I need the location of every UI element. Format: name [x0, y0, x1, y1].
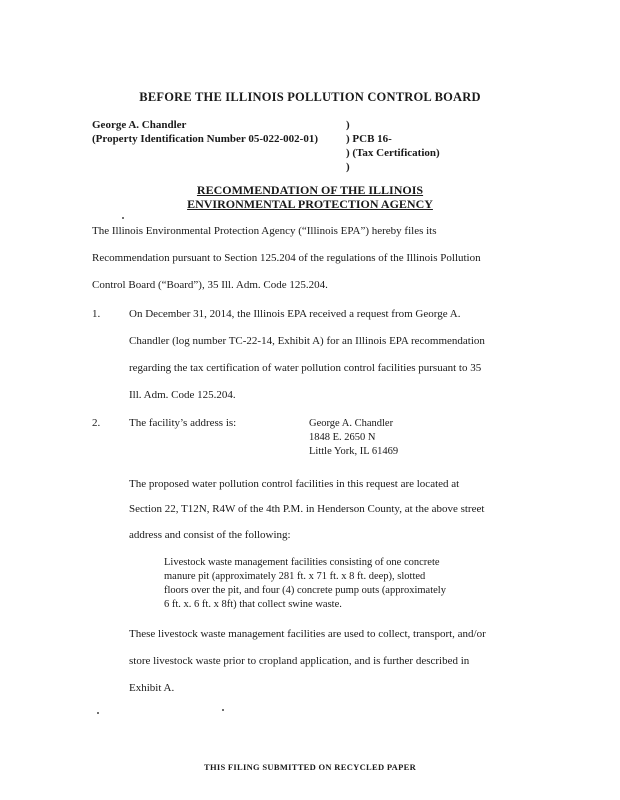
text-line: Ill. Adm. Code 125.204.: [129, 389, 236, 401]
block-line: 6 ft. x. 6 ft. x 8ft) that collect swine waste.: [164, 599, 342, 610]
page-footer: THIS FILING SUBMITTED ON RECYCLED PAPER: [203, 762, 417, 772]
block-line: floors over the pit, and four (4) concrete pump outs (approximately: [164, 585, 446, 596]
recommendation-heading: [0, 183, 620, 211]
text-line: address and consist of the following:: [129, 529, 291, 541]
address-line: George A. Chandler: [309, 418, 394, 429]
text-line: regarding the tax certification of water pollution control facilities pursuant to 35: [129, 362, 482, 374]
text-line: Exhibit A.: [129, 682, 175, 694]
text-line: These livestock waste management facilities are used to collect, transport, and/or: [129, 628, 486, 640]
text-line: store livestock waste prior to cropland application, and is further described in: [129, 655, 470, 667]
caption-paren: ): [346, 119, 350, 131]
heading-line: RECOMMENDATION OF THE ILLINOIS: [196, 183, 424, 197]
item-number: 2.: [92, 417, 101, 429]
heading-line: ENVIRONMENTAL PROTECTION AGENCY: [187, 197, 433, 211]
scan-speck: [122, 217, 124, 219]
address-label: The facility’s address is:: [129, 417, 237, 429]
case-number: ) PCB 16-: [346, 133, 392, 145]
case-type: ) (Tax Certification): [346, 147, 440, 159]
block-line: manure pit (approximately 281 ft. x 71 ft. x 8 ft. deep), slotted: [164, 571, 426, 582]
item-number: 1.: [92, 308, 101, 320]
property-id: (Property Identification Number 05-022-002-01): [92, 133, 318, 145]
scan-speck: [97, 712, 99, 714]
address-line: Little York, IL 61469: [309, 446, 399, 457]
text-line: The Illinois Environmental Protection Agency (“Illinois EPA”) hereby files its: [92, 225, 437, 237]
address-line: 1848 E. 2650 N: [309, 432, 376, 443]
party-name: George A. Chandler: [92, 119, 187, 131]
text-line: Control Board (“Board”), 35 Ill. Adm. Code 125.204.: [92, 279, 328, 291]
text-line: Section 22, T12N, R4W of the 4th P.M. in Henderson County, at the above street: [129, 503, 485, 515]
text-line: Chandler (log number TC-22-14, Exhibit A) for an Illinois EPA recommendation: [129, 335, 485, 347]
text-line: On December 31, 2014, the Illinois EPA received a request from George A.: [129, 308, 461, 320]
page-title: BEFORE THE ILLINOIS POLLUTION CONTROL BOARD: [139, 90, 481, 104]
caption-paren: ): [346, 161, 350, 173]
block-line: Livestock waste management facilities consisting of one concrete: [164, 557, 440, 568]
text-line: Recommendation pursuant to Section 125.204 of the regulations of the Illinois Pollution: [92, 252, 481, 264]
scan-speck: [222, 709, 224, 711]
text-line: The proposed water pollution control facilities in this request are located at: [129, 478, 460, 490]
